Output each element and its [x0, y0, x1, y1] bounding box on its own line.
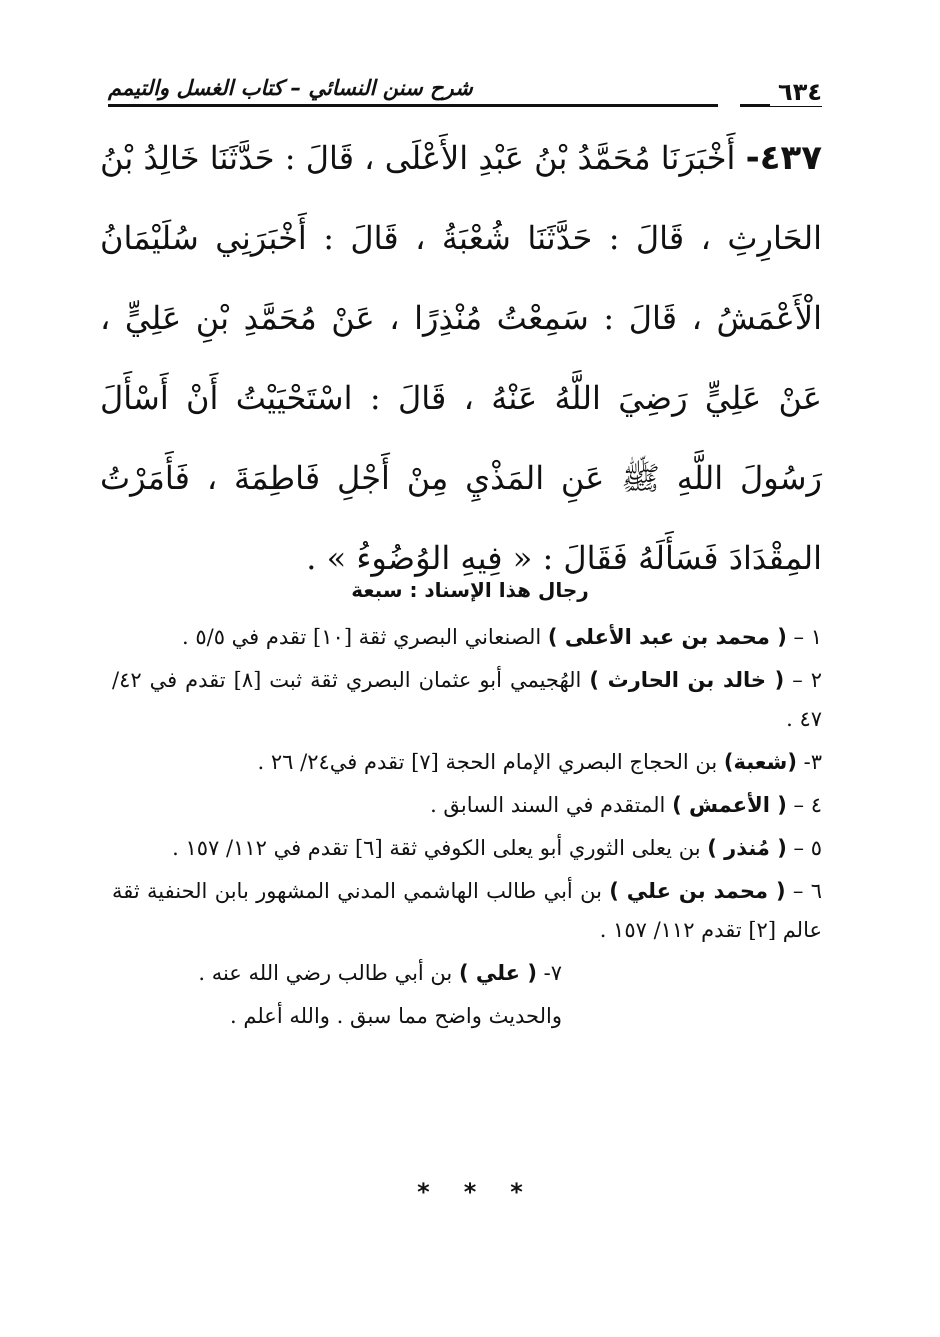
page-header [108, 64, 822, 107]
narrator-details: الهُجيمي أبو عثمان البصري ثقة ثبت [٨] تقدم في ٤٢/ ٤٧ . [112, 668, 822, 731]
running-title: شرح سنن النسائي – كتاب الغسل والتيمم [108, 76, 473, 100]
page-number: ٦٣٤ [770, 78, 822, 106]
narrator-item [112, 786, 822, 825]
narrator-number: ١ – [793, 625, 822, 649]
narrator-item [112, 829, 822, 868]
header-rule-gap [718, 104, 740, 107]
hadith-number: ٤٣٧- [745, 138, 823, 178]
section-title: رجال هذا الإسناد : سبعة [351, 578, 589, 602]
closing-remark: والحديث واضح مما سبق . والله أعلم . [230, 1004, 562, 1028]
narrator-details: بن أبي طالب رضي الله عنه . [198, 961, 459, 985]
narrator-item [112, 954, 822, 993]
hadith-text [100, 118, 822, 598]
narrator-number: ٥ – [793, 836, 822, 860]
section-end-stars: *** [417, 1178, 557, 1206]
narrator-item [112, 661, 822, 739]
narrator-name: ( محمد بن عبد الأعلى ) [547, 625, 787, 649]
narrator-item [112, 743, 822, 782]
narrator-list [112, 618, 822, 1040]
narrator-item [112, 618, 822, 657]
narrator-name: ( مُنذر ) [707, 836, 787, 860]
narrator-name: ( الأعمش ) [672, 793, 787, 817]
narrator-number: ٢ – [792, 668, 822, 692]
narrator-number: ٤ – [793, 793, 822, 817]
hadith-body: أَخْبَرَنَا مُحَمَّدُ بْنُ عَبْدِ الأَعْلَى ، قَالَ : حَدَّثَنَا خَالِدُ بْنُ الحَارِثِ ، قَالَ : حَدَّثَنَا شُعْبَةُ ، قَالَ : أَخْبَرَنِي سُلَيْمَانُ الْأَعْمَشُ ، قَالَ : سَمِعْتُ مُنْذِرًا ، عَنْ مُحَمَّدِ بْنِ عَلِيٍّ ، عَنْ عَلِيٍّ رَضِيَ اللَّهُ عَنْهُ ، قَالَ : اسْتَحْيَيْتُ أَنْ أَسْأَلَ رَسُولَ اللَّهِ ﷺ عَنِ المَذْيِ مِنْ أَجْلِ فَاطِمَةَ ، فَأَمَرْتُ المِقْدَادَ فَسَأَلَهُ فَقَالَ : « فِيهِ الوُضُوءُ » . [100, 139, 823, 577]
narrator-name: ( خالد بن الحارث ) [589, 668, 785, 692]
narrator-name: ( محمد بن علي ) [609, 879, 786, 903]
narrator-details: المتقدم في السند السابق . [430, 793, 673, 817]
narrator-number: ٣- [803, 750, 822, 774]
narrator-details: بن يعلى الثوري أبو يعلى الكوفي ثقة [٦] تقدم في ١١٢/ ١٥٧ . [172, 836, 708, 860]
narrator-number: ٦ – [792, 879, 822, 903]
narrator-item [112, 872, 822, 950]
narrator-name: (شعبة) [723, 750, 797, 774]
narrator-number: ٧- [543, 961, 562, 985]
narrator-details: بن أبي طالب الهاشمي المدني المشهور بابن الحنفية ثقة عالم [٢] تقدم ١١٢/ ١٥٧ . [112, 879, 822, 942]
narrator-details: الصنعاني البصري ثقة [١٠] تقدم في ٥/٥ . [181, 625, 548, 649]
narrator-name: ( علي ) [458, 961, 537, 985]
narrator-details: بن الحجاج البصري الإمام الحجة [٧] تقدم في٢٤/ ٢٦ . [257, 750, 724, 774]
